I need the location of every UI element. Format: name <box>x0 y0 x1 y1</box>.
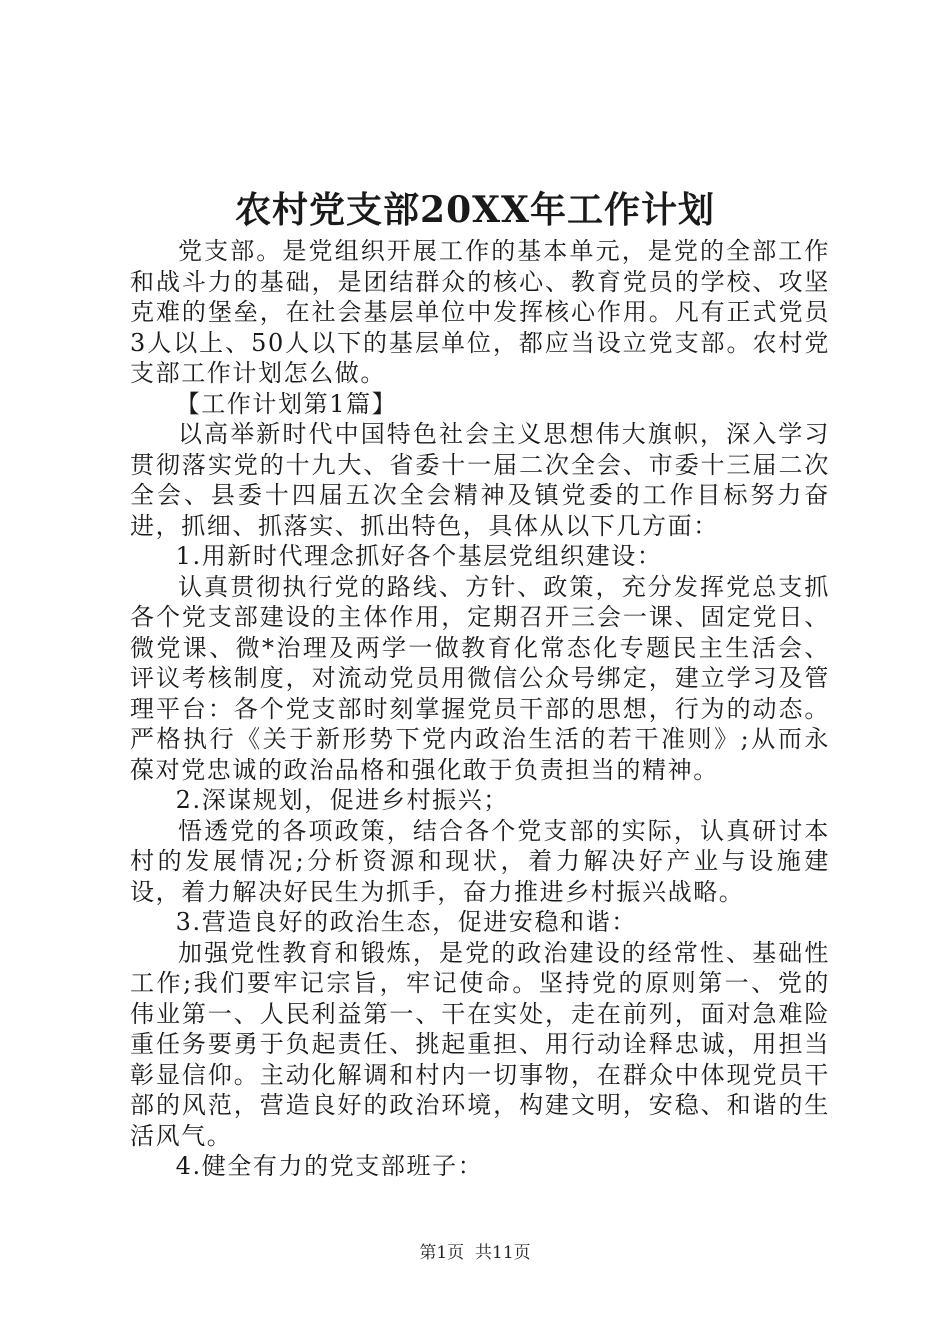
item-heading-2: 2.深谋规划，促进乡村振兴； <box>175 786 509 814</box>
item-heading-1: 1.用新时代理念抓好各个基层党组织建设： <box>175 542 663 570</box>
document-body <box>130 236 830 1182</box>
paragraph-item-2: 悟透党的各项政策，结合各个党支部的实际，认真研讨本村的发展情况;分析资源和现状，着力解决好产业与设施建设，着力解决好民生为抓手，奋力推进乡村振兴战略。 <box>130 816 830 906</box>
section-heading-plan-1: 【工作计划第1篇】 <box>175 389 398 418</box>
item-heading-4: 4.健全有力的党支部班子： <box>175 1152 484 1180</box>
item-heading-3: 3.营造良好的政治生态，促进安稳和谐： <box>175 908 637 936</box>
document-title: 农村党支部20XX年工作计划 <box>235 189 715 231</box>
page-total: 共11页 <box>475 1243 531 1263</box>
paragraph-item-1: 认真贯彻执行党的路线、方针、政策，充分发挥党总支抓各个党支部建设的主体作用，定期召开三会一课、固定党日、微党课、微*治理及两学一做教育化常态化专题民主生活会、评议考核制度，对流动党员用微信公众号绑定，建立学习及管理平台：各个党支部时刻掌握党员干部的思想，行为的动态。严格执行《关于新形势下党内政治生活的若干准则》;从而永葆对党忠诚的政治品格和强化敢于负责担当的精神。 <box>130 572 830 784</box>
page-number: 第1页 <box>419 1243 465 1263</box>
page-footer <box>0 1241 950 1265</box>
paragraph-overview: 以高举新时代中国特色社会主义思想伟大旗帜，深入学习贯彻落实党的十九大、省委十一届二次全会、市委十三届二次全会、县委十四届五次全会精神及镇党委的工作目标努力奋进，抓细、抓落实、抓出特色，具体从以下几方面： <box>130 420 830 540</box>
paragraph-intro: 党支部。是党组织开展工作的基本单元，是党的全部工作和战斗力的基础，是团结群众的核心、教育党员的学校、攻坚克难的堡垒，在社会基层单位中发挥核心作用。凡有正式党员3人以上、50人以下的基层单位，都应当设立党支部。农村党支部工作计划怎么做。 <box>130 237 830 387</box>
paragraph-item-3: 加强党性教育和锻炼，是党的政治建设的经常性、基础性工作;我们要牢记宗旨，牢记使命。坚持党的原则第一、党的伟业第一、人民利益第一、干在实处，走在前列，面对急难险重任务要勇于负起责任、挑起重担、用行动诠释忠诚，用担当彰显信仰。主动化解调和村内一切事物，在群众中体现党员干部的风范，营造良好的政治环境，构建文明，安稳、和谐的生活风气。 <box>130 938 830 1150</box>
